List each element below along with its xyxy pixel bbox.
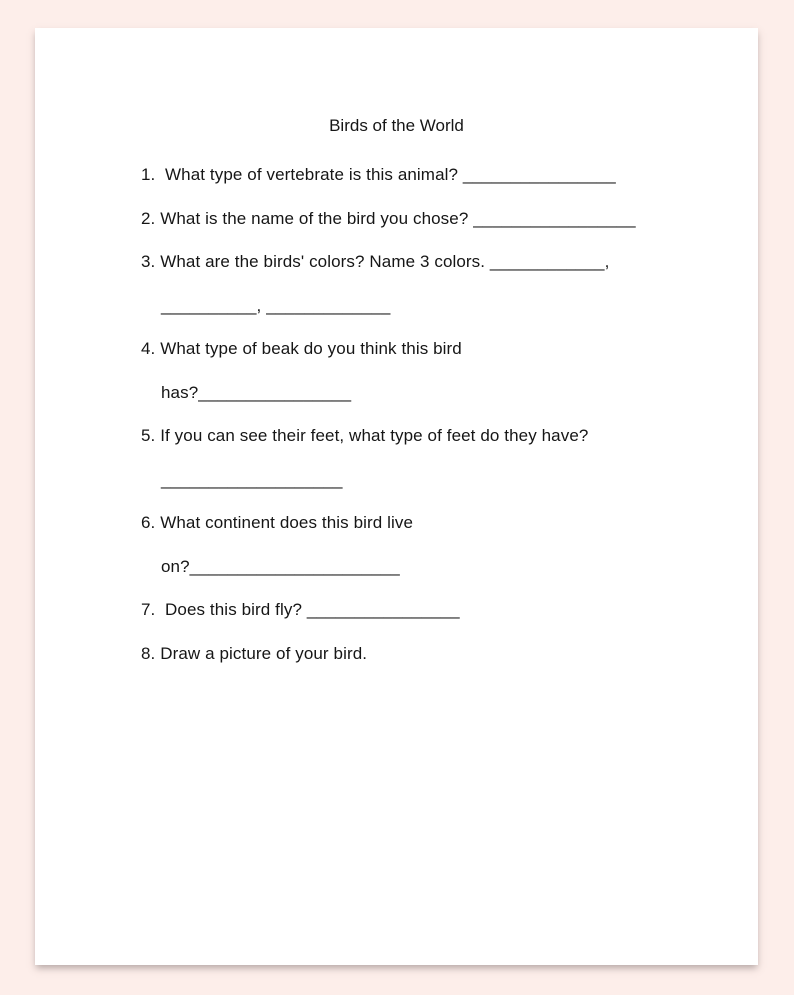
worksheet-line: __________, _____________ xyxy=(161,295,391,315)
worksheet-line: 3. What are the birds' colors? Name 3 colors. ____________, xyxy=(141,252,610,271)
worksheet-line: 2. What is the name of the bird you chose? _________________ xyxy=(141,208,636,228)
worksheet-page xyxy=(35,28,758,965)
worksheet-line: 4. What type of beak do you think this bird xyxy=(141,339,462,358)
worksheet-line: on?______________________ xyxy=(161,556,400,576)
question-list xyxy=(141,153,718,675)
worksheet-line: ___________________ xyxy=(161,469,343,489)
worksheet-line: 7. Does this bird fly? ________________ xyxy=(141,600,460,619)
worksheet-line: 6. What continent does this bird live xyxy=(141,513,414,532)
worksheet-title: Birds of the World xyxy=(329,116,464,135)
worksheet-line: 8. Draw a picture of your bird. xyxy=(141,643,368,663)
worksheet-line: 1. What type of vertebrate is this animal? ________________ xyxy=(141,165,616,184)
worksheet-line: 5. If you can see their feet, what type of feet do they have? xyxy=(141,426,589,445)
worksheet-line: has?________________ xyxy=(161,382,352,402)
